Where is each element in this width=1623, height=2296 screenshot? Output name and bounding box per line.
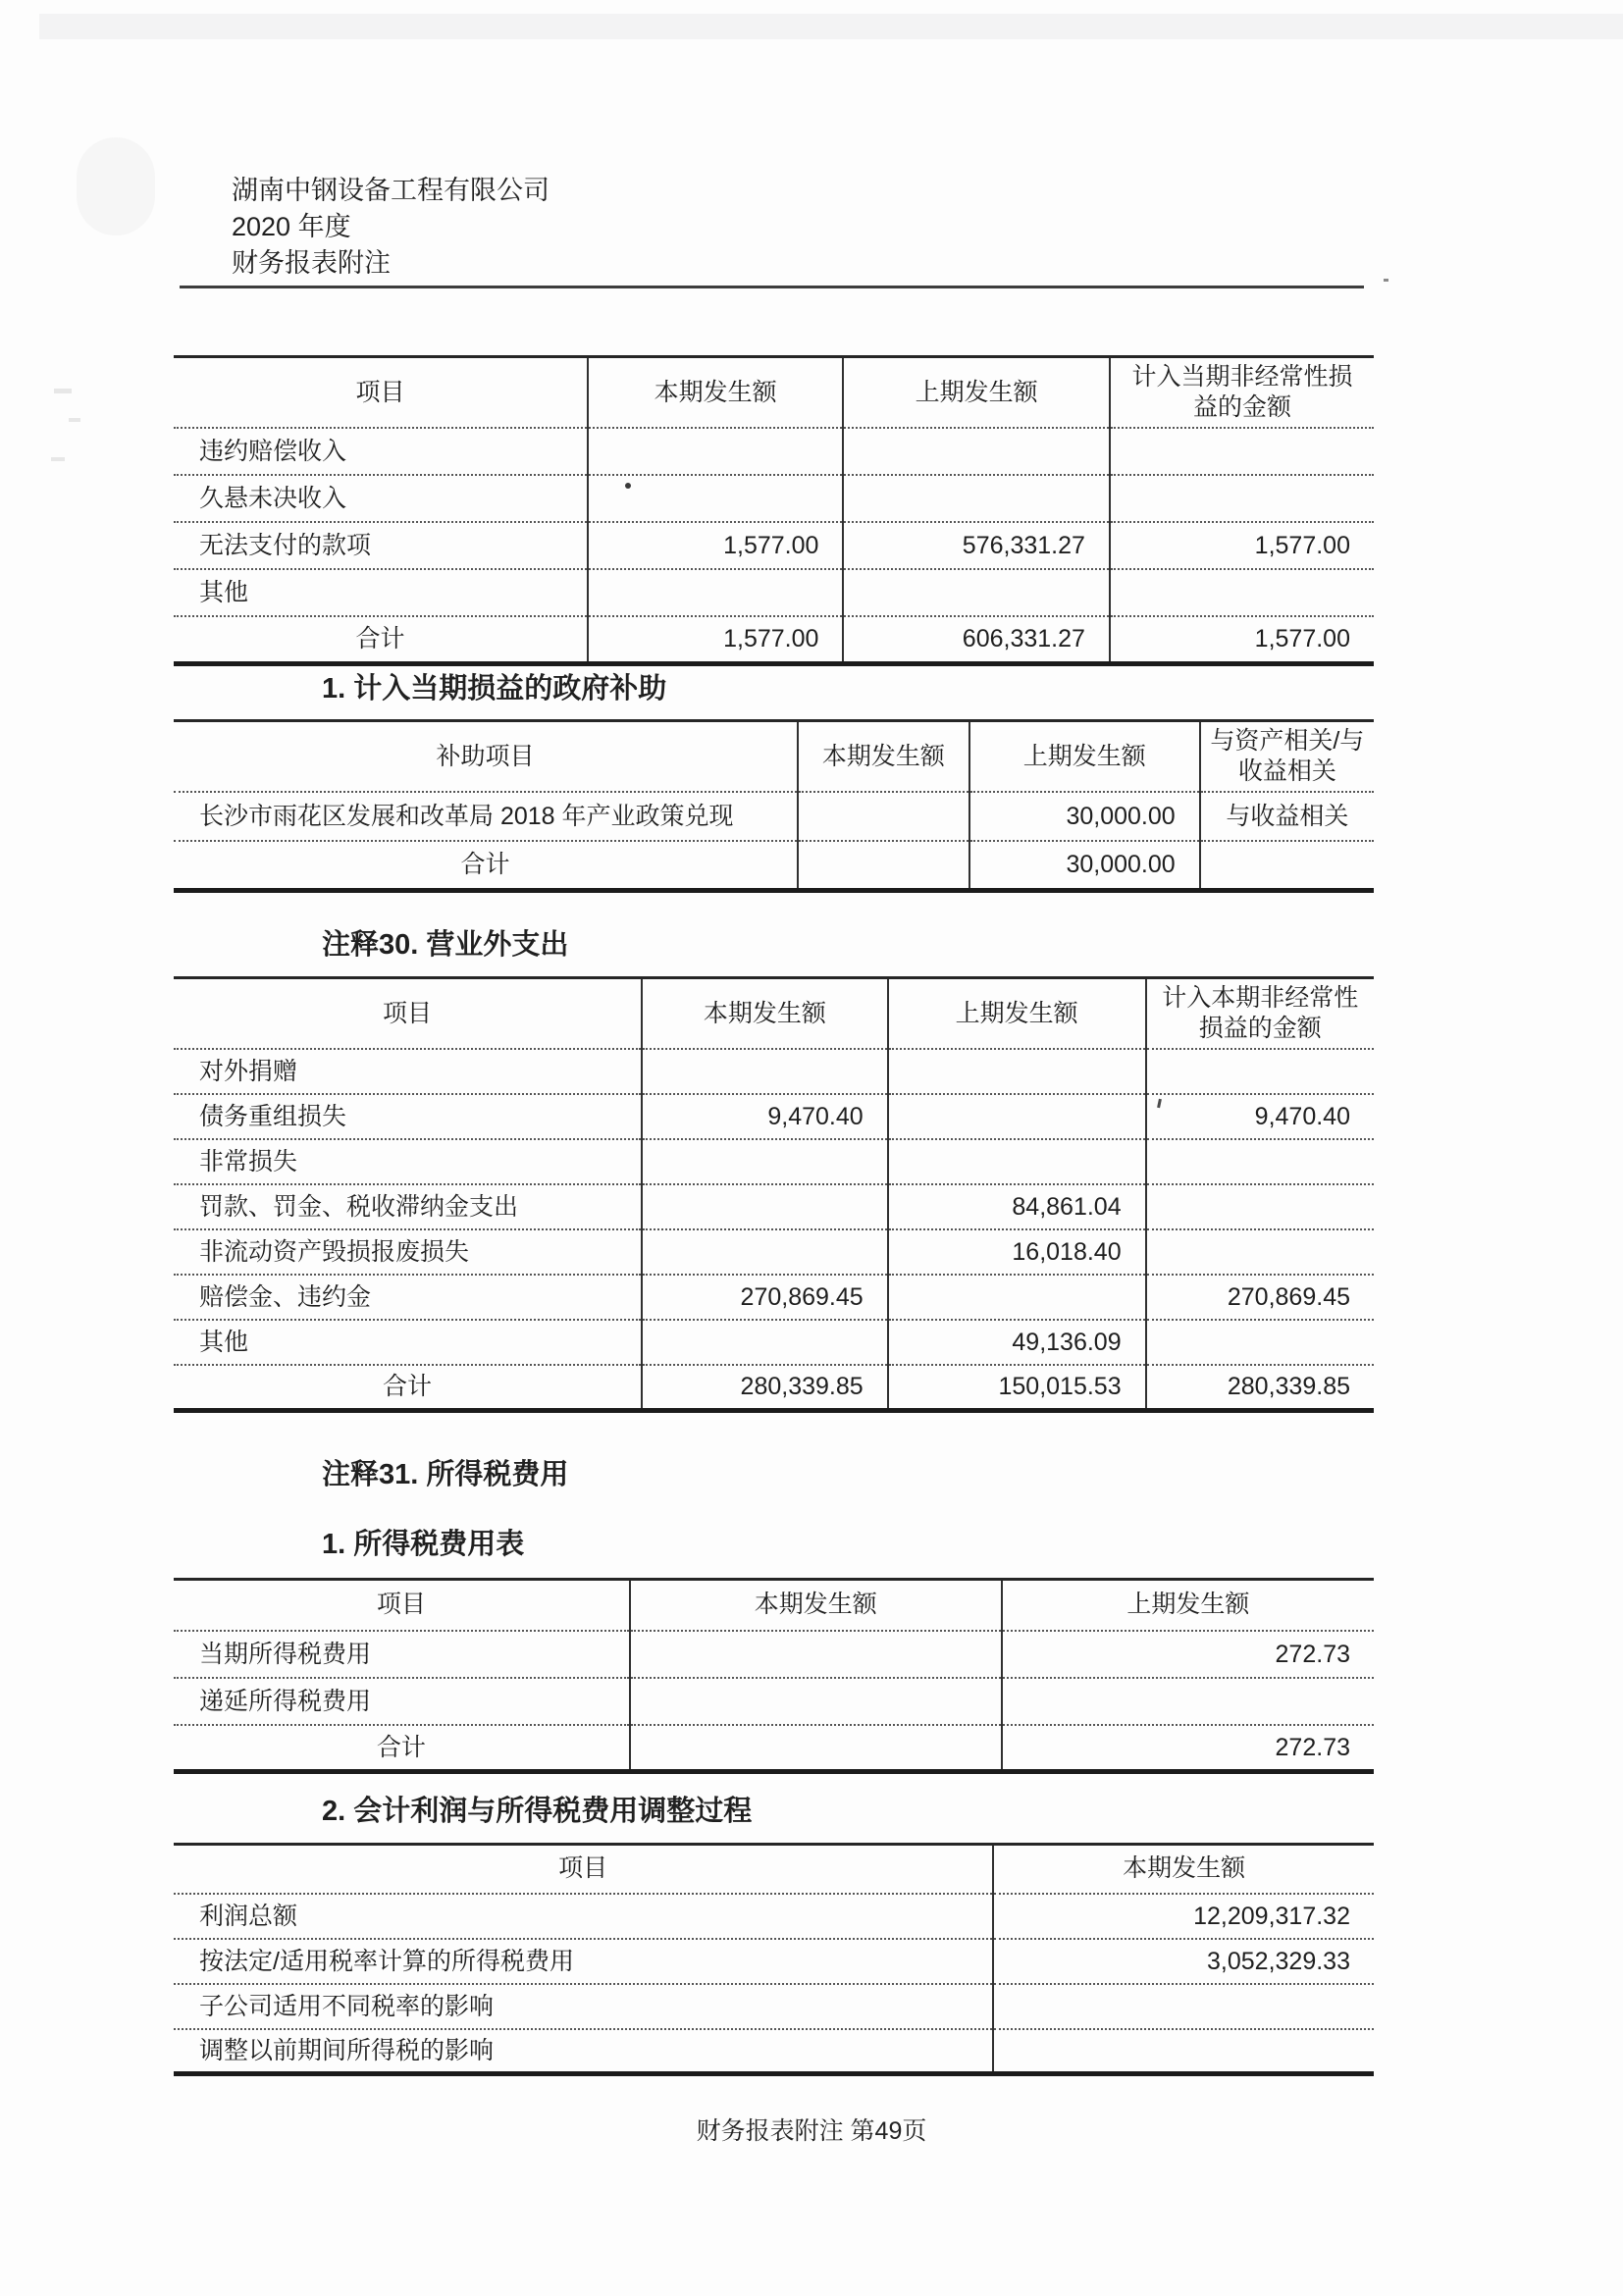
- cell-current: [798, 792, 969, 841]
- row-label-total: 合计: [376, 1733, 426, 1761]
- company-name: 湖南中钢设备工程有限公司: [232, 176, 550, 205]
- cell-current: [642, 1229, 888, 1275]
- cell-current: 9,470.40: [642, 1094, 888, 1139]
- cell-current: 1,577.00: [588, 616, 843, 663]
- cell-nonrecurring: [1146, 1229, 1374, 1275]
- cell-current: [630, 1678, 1002, 1725]
- table-total-row: [174, 1365, 1374, 1410]
- header-rule: [180, 286, 1364, 288]
- cell-current: 270,869.45: [642, 1275, 888, 1320]
- cell-nonrecurring: 1,577.00: [1110, 522, 1374, 569]
- row-label: 其他: [199, 1329, 249, 1356]
- scan-artifact-speck: [51, 457, 65, 461]
- cell-nonrecurring: 9,470.40: [1146, 1094, 1374, 1139]
- column-header: 本期发生额: [642, 978, 888, 1050]
- scan-artifact-speck: [69, 418, 80, 422]
- table-total-row: [174, 841, 1374, 890]
- cell-prior: [1002, 1678, 1374, 1725]
- cell-nonrecurring: [1146, 1139, 1374, 1184]
- column-header: 与资产相关/与收益相关: [1200, 721, 1374, 793]
- cell-current: 3,052,329.33: [993, 1939, 1374, 1984]
- column-header: 上期发生额: [1002, 1580, 1374, 1631]
- cell-current: [642, 1184, 888, 1229]
- table-income-tax: [174, 1578, 1374, 1774]
- cell-current: [588, 428, 843, 475]
- row-label: 按法定/适用税率计算的所得税费用: [199, 1947, 574, 1975]
- table-total-row: [174, 1725, 1374, 1772]
- cell-prior: [843, 569, 1110, 616]
- document-header: [232, 173, 550, 282]
- cell-prior: 272.73: [1002, 1631, 1374, 1678]
- row-label: 非流动资产毁损报废损失: [199, 1238, 470, 1266]
- row-label: 其他: [199, 579, 249, 606]
- cell-current: [588, 569, 843, 616]
- row-label: 违约赔偿收入: [199, 438, 347, 465]
- table-row: [174, 792, 1374, 841]
- cell-prior: [843, 475, 1110, 522]
- row-label-total: 合计: [460, 851, 510, 879]
- cell-current: [642, 1320, 888, 1365]
- table-nonoperating-expenses: [174, 976, 1374, 1413]
- row-label-total: 合计: [355, 625, 405, 653]
- table-gov-subsidy: [174, 719, 1374, 893]
- heading-income-tax-table: 1. 所得税费用表: [322, 1529, 525, 1560]
- cell-current: [993, 1984, 1374, 2029]
- table-row: [174, 1139, 1374, 1184]
- row-label: 递延所得税费用: [199, 1687, 372, 1715]
- row-label-total: 合计: [382, 1373, 432, 1401]
- table-row: [174, 1678, 1374, 1725]
- cell-prior: 84,861.04: [888, 1184, 1146, 1229]
- table-row: [174, 1631, 1374, 1678]
- row-label: 长沙市雨花区发展和改革局 2018 年产业政策兑现: [199, 803, 734, 830]
- cell-nonrecurring: [1146, 1049, 1374, 1094]
- table-row: [174, 1939, 1374, 1984]
- cell-current: [630, 1631, 1002, 1678]
- cell-nonrecurring: 280,339.85: [1146, 1365, 1374, 1410]
- cell-prior: 30,000.00: [969, 792, 1200, 841]
- document-title: 财务报表附注: [232, 248, 391, 278]
- cell-prior: 576,331.27: [843, 522, 1110, 569]
- row-label: 罚款、罚金、税收滞纳金支出: [199, 1193, 519, 1221]
- cell-prior: [888, 1049, 1146, 1094]
- column-header: 上期发生额: [969, 721, 1200, 793]
- column-header: 本期发生额: [588, 357, 843, 429]
- row-label: 久悬未决收入: [199, 485, 347, 512]
- cell-relation: [1200, 841, 1374, 890]
- column-header: 补助项目: [436, 742, 535, 770]
- cell-current: 12,209,317.32: [993, 1894, 1374, 1939]
- cell-current: [588, 475, 843, 522]
- cell-prior: 150,015.53: [888, 1365, 1146, 1410]
- cell-current: [642, 1049, 888, 1094]
- cell-current: [642, 1139, 888, 1184]
- row-label: 债务重组损失: [199, 1103, 347, 1130]
- heading-adjustment: 2. 会计利润与所得税费用调整过程: [322, 1796, 753, 1827]
- table-row: [174, 1320, 1374, 1365]
- table-header-row: [174, 978, 1374, 1050]
- table-row: [174, 569, 1374, 616]
- column-header: 项目: [376, 1591, 426, 1619]
- row-label: 子公司适用不同税率的影响: [199, 1992, 495, 2020]
- cell-current: [798, 841, 969, 890]
- row-label: 非常损失: [199, 1148, 298, 1175]
- table-row: [174, 1984, 1374, 2029]
- table-row: [174, 475, 1374, 522]
- table-row: [174, 2029, 1374, 2074]
- cell-prior: 272.73: [1002, 1725, 1374, 1772]
- table-row: [174, 522, 1374, 569]
- cell-relation: 与收益相关: [1200, 792, 1374, 841]
- row-label: 赔偿金、违约金: [199, 1283, 372, 1311]
- cell-nonrecurring: [1110, 569, 1374, 616]
- row-label: 利润总额: [199, 1902, 298, 1930]
- table-header-row: [174, 357, 1374, 429]
- row-label: 无法支付的款项: [199, 532, 372, 559]
- cell-current: 1,577.00: [588, 522, 843, 569]
- table-row: [174, 1894, 1374, 1939]
- table-nonoperating-income: [174, 355, 1374, 666]
- heading-note31: 注释31. 所得税费用: [322, 1459, 569, 1490]
- column-header: 计入当期非经常性损益的金额: [1110, 357, 1374, 429]
- scan-artifact-band: [39, 14, 1623, 39]
- cell-current: 280,339.85: [642, 1365, 888, 1410]
- cell-nonrecurring: [1146, 1320, 1374, 1365]
- page-footer: 财务报表附注 第49页: [696, 2117, 927, 2145]
- table-header-row: [174, 1845, 1374, 1894]
- column-header: 本期发生额: [993, 1845, 1374, 1894]
- table-row: [174, 428, 1374, 475]
- column-header: 本期发生额: [798, 721, 969, 793]
- cell-prior: [888, 1275, 1146, 1320]
- column-header: 项目: [355, 378, 405, 406]
- column-header: 计入本期非经常性损益的金额: [1146, 978, 1374, 1050]
- scan-artifact-dash: [1384, 279, 1388, 282]
- column-header: 上期发生额: [843, 357, 1110, 429]
- cell-prior: 30,000.00: [969, 841, 1200, 890]
- table-header-row: [174, 1580, 1374, 1631]
- cell-nonrecurring: [1110, 428, 1374, 475]
- cell-nonrecurring: [1146, 1184, 1374, 1229]
- row-label: 当期所得税费用: [199, 1640, 372, 1668]
- table-row: [174, 1275, 1374, 1320]
- cell-prior: 606,331.27: [843, 616, 1110, 663]
- cell-prior: 16,018.40: [888, 1229, 1146, 1275]
- cell-nonrecurring: 1,577.00: [1110, 616, 1374, 663]
- table-row: [174, 1094, 1374, 1139]
- fiscal-year: 2020 年度: [232, 212, 351, 241]
- row-label: 调整以前期间所得税的影响: [199, 2036, 495, 2064]
- table-row: [174, 1049, 1374, 1094]
- cell-prior: [888, 1139, 1146, 1184]
- table-header-row: [174, 721, 1374, 793]
- table-tax-adjustment: [174, 1843, 1374, 2076]
- heading-note30: 注释30. 营业外支出: [322, 929, 569, 961]
- column-header: 项目: [382, 999, 432, 1027]
- scan-artifact-speck: [54, 389, 72, 393]
- heading-gov-subsidy: 1. 计入当期损益的政府补助: [322, 673, 667, 704]
- table-row: [174, 1184, 1374, 1229]
- scan-artifact-smudge: [77, 137, 155, 235]
- table-row: [174, 1229, 1374, 1275]
- column-header: 本期发生额: [630, 1580, 1002, 1631]
- cell-current: [630, 1725, 1002, 1772]
- table-total-row: [174, 616, 1374, 663]
- column-header: 上期发生额: [888, 978, 1146, 1050]
- cell-prior: 49,136.09: [888, 1320, 1146, 1365]
- cell-prior: [843, 428, 1110, 475]
- cell-nonrecurring: [1110, 475, 1374, 522]
- cell-nonrecurring: 270,869.45: [1146, 1275, 1374, 1320]
- column-header: 项目: [558, 1854, 608, 1883]
- cell-prior: [888, 1094, 1146, 1139]
- cell-current: [993, 2029, 1374, 2074]
- row-label: 对外捐赠: [199, 1058, 298, 1085]
